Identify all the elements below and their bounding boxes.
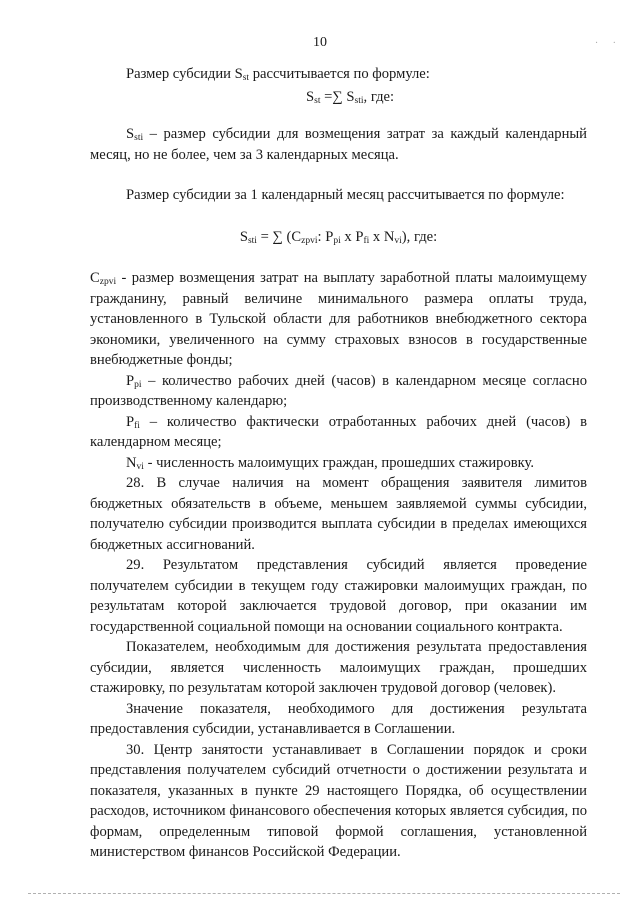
paragraph-indicator: Показателем, необходимым для достижения результата предоставления субсидии, является численность малоимущих граждан, прошедших стажировку, по результатам которой заключен трудовой договор (человек).: [90, 639, 587, 696]
def-text: - численность малоимущих граждан, прошедших стажировку.: [143, 454, 535, 471]
def-sub: vi: [136, 461, 144, 472]
formula-sub: fi: [363, 235, 370, 246]
paragraph-30: 30. Центр занятости устанавливает в Соглашении порядок и сроки представления получателем субсидий отчетности о достижении результата и показателя, указанных в пункте 29 настоящего Порядка, об осуществлении расходов, источником финансового обеспечения которых является субсидия, по формам, определенным типовой формой соглашения, установленной министерством финансов Российской Федерации.: [90, 741, 587, 860]
formula-intro-text: Размер субсидии S: [126, 66, 243, 82]
definition-czpvi: [90, 268, 587, 371]
formula-monthly: [90, 227, 587, 248]
definition-ppi: [90, 371, 587, 412]
formula-sub: zpvi: [301, 235, 318, 246]
definition-nvi: [90, 453, 587, 474]
paragraph-29: 29. Результатом представления субсидий является проведение получателем субсидии в текущем году стажировки малоимущих граждан, по результатам которой заключается трудовой договор, при оказании им государственной социальной помощи на основании социального контракта.: [90, 557, 587, 635]
formula-sub: vi: [394, 235, 402, 246]
formula-tail: ), где:: [401, 228, 438, 245]
def-symbol: N: [126, 454, 137, 471]
def-sub: zpvi: [99, 277, 117, 287]
formula-part: : P: [317, 228, 334, 245]
def-text: - размер возмещения затрат на выплату заработной платы малоимущему гражданину, равный величине минимального размера оплаты труда, установленного в Тульской области для работников внебюджетного сектора экономики, увеличенного на сумму страховых взносов в государственные внебюджетные фонды;: [90, 270, 587, 368]
formula-sub: pi: [333, 235, 341, 246]
document-body: [90, 64, 587, 863]
formula-sum: =∑ S: [320, 88, 355, 105]
definition-pfi: [90, 412, 587, 453]
def-sub: pi: [134, 379, 142, 390]
sti-definition: [90, 124, 587, 165]
formula-symbol: S: [239, 228, 248, 245]
formula-sub: sti: [247, 235, 257, 246]
def-symbol: P: [126, 413, 135, 430]
formula-symbol: S: [306, 88, 315, 105]
formula-part: x N: [369, 228, 395, 245]
def-symbol: C: [90, 270, 100, 286]
formula-sub: sti: [354, 95, 364, 106]
formula-part: x P: [340, 228, 364, 245]
formula-sub: st: [314, 95, 321, 106]
def-text: – количество фактически отработанных рабочих дней (часов) в календарном месяце;: [90, 413, 587, 450]
formula2-intro: Размер субсидии за 1 календарный месяц рассчитывается по формуле:: [126, 187, 565, 203]
formula-total: [90, 87, 587, 108]
formula-intro-tail: рассчитывается по формуле:: [249, 66, 430, 82]
def-symbol: P: [126, 372, 135, 389]
def-sub: sti: [134, 133, 144, 143]
formula-intro-sub: st: [242, 73, 250, 83]
paragraph-indicator-value: Значение показателя, необходимого для достижения результата предоставления субсидии, устанавливается в Соглашении.: [90, 700, 587, 737]
def-symbol: S: [126, 126, 135, 142]
formula-tail: , где:: [363, 88, 395, 105]
page-bottom-rule: [28, 893, 620, 894]
def-text: – размер субсидии для возмещения затрат за каждый календарный месяц, но не более, чем за 3 календарных месяца.: [90, 126, 587, 163]
page-number: 10: [313, 35, 327, 50]
formula-part: = ∑ (C: [256, 228, 302, 245]
paragraph-28: 28. В случае наличия на момент обращения заявителя лимитов бюджетных обязательств в объеме, меньшем заявляемой суммы субсидии, получателю субсидии производится выплата субсидии в пределах имеющихся бюджетных ассигнований.: [90, 475, 587, 553]
def-sub: fi: [134, 420, 140, 431]
formula-intro: [90, 64, 587, 85]
def-text: – количество рабочих дней (часов) в календарном месяце согласно производственному календарю;: [90, 372, 587, 409]
scan-artifact: · ·: [594, 38, 622, 49]
